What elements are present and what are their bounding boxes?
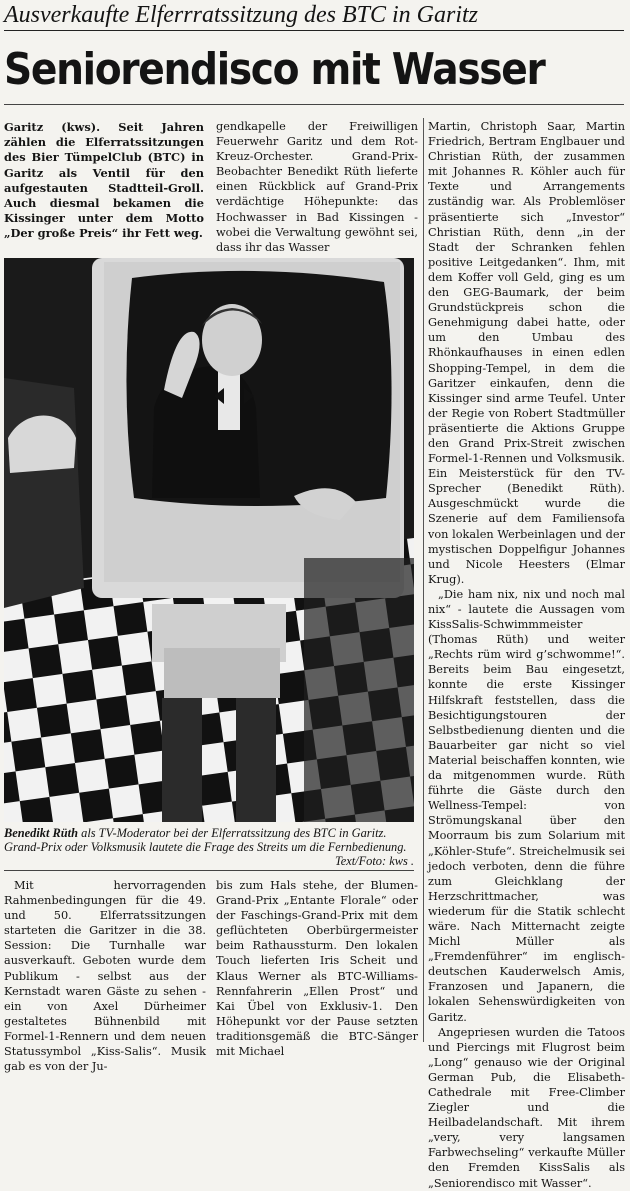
column-3-paragraph: Martin, Christoph Saar, Martin Friedrich, Bertram Englbauer und Christian Rüth, der zusammen mit Johannes R. Köhler auch für Texte und Arrangements zuständig war. Als Problemlöser präsentierte sich „Investor“ Christian Rüth, denn „in der Stadt der Schranken fehlen positive Leitgedanken“. Ihm, mit dem Koffer voll Geld, ging es um den GEG-Baumark, der beim Grundstückpreis schon die Genehmigung dabei hatte, oder um den Umbau des Rhönkaufhauses in einen edlen Shopping-Tempel, in dem die Garitzer einkaufen, denn die Kissinger sind arme Teufel. Unter der Regie von Robert Stadtmüller präsentierte die Aktions Gruppe den Grand Prix-Streit zwischen Formel-1-Rennen und Volksmusik. Ein Meisterstück für den TV-Sprecher (Benedikt Rüth). Ausgeschmückt wurde die Szenerie auf dem Familiensofa von lokalen Werbeinlagen und der mystischen Doppelfigur Johannes und Nicole Heesters (Elmar Krug). [428, 120, 626, 586]
article-kicker: Ausverkaufte Elferrratssitzung des BTC in Garitz [4, 0, 624, 31]
column-1-bottom-text: Mit hervorragenden Rahmenbedingungen für die 49. und 50. Elferratssitzungen starteten die Garitzer in die 38. Session: Die Turnhalle war ausverkauft. Geboten wurde dem Publikum - selbst aus der Kernstadt waren Gäste zu sehen - ein von Axel Dürheimer gestaltetes Bühnenbild mit Formel-1-Rennern und dem neuen Statussymbol „Kiss-Salis“. Musik gab es von der Ju- [4, 879, 206, 1074]
column-1-bottom [4, 878, 206, 1074]
column-3 [428, 119, 626, 1190]
photo-caption [4, 826, 414, 869]
photo-credit: Text/Foto: kws . [334, 854, 414, 869]
article-headline: Seniorendisco mit Wasser [4, 44, 545, 95]
column-2-top [216, 119, 418, 255]
article-lead: Garitz (kws). Seit Jahren zählen die Elferratssitzungen des Bier TümpelClub (BTC) in Garitz als Ventil für den aufgestauten Stadtteil-Groll. Auch diesmal bekamen die Kissinger unter dem Motto „Der große Preis“ ihr Fett weg. [4, 120, 204, 241]
caption-rule [4, 870, 414, 871]
tv-moderator-photo [4, 258, 414, 822]
column-2-bottom [216, 878, 418, 1059]
column-2-bottom-text: bis zum Hals stehe, der Blumen-Grand-Prix „Entante Florale“ oder der Faschings-Grand-Prix mit dem geflüchteten Oberbürgermeister beim Rathaussturm. Den lokalen Touch lieferten Iris Scheit und Klaus Werner als BTC-Williams-Rennfahrerin „Ellen Prost“ und Kai Übel von Exklusiv-1. Den Höhepunkt vor der Pause setzten traditionsgemäß die BTC-Sänger mit Michael [216, 879, 418, 1059]
column-2-top-text: gendkapelle der Freiwilligen Feuerwehr Garitz und dem Rot-Kreuz-Orchester. Grand-Prix-Beobachter Benedikt Rüth lieferte einen Rückblick auf Grand-Prix verdächtige Höhepunkte: das Hochwasser in Bad Kissingen - wobei die Verwaltung gewöhnt sei, dass ihr das Wasser [216, 120, 418, 254]
caption-text: als TV-Moderator bei der Elferratssitzung des BTC in Garitz. Grand-Prix oder Volksmusik lautete die Frage des Streits um die Fernbedienung. [4, 826, 407, 855]
caption-name: Benedikt Rüth [4, 826, 79, 840]
headline-rule [4, 104, 624, 105]
column-3-paragraph: Angepriesen wurden die Tatoos und Piercings mit Flugrost beim „Long“ genauso wie der Original German Pub, die Elisabeth-Cathedrale mit Free-Climber Ziegler und die Heilbadelandschaft. Mit ihrem „very, very langsamen Farbwechseling“ verkaufte Müller den Fremden KissSalis als „Seniorendisco mit Wasser“. [428, 1025, 625, 1190]
column-3-paragraph: „Die ham nix, nix und noch mal nix“ - lautete die Aussagen vom KissSalis-Schwimmmeister (Thomas Rüth) und weiter „Rechts rüm wird g’schwomme!“. Bereits beim Bau eingesetzt, konnte die erste Kissinger Hilfskraft feststellen, dass die Besichtigungstouren der Selbstbedienung dienten und die Bauarbeiter gar nicht so viel Material beischaffen konnten, wie da mitgenommen wurde. Rüth führte die Gäste durch den Wellness-Tempel: von Strömungskanal über den Moorraum bis zum Solarium mit „Köhler-Stufe“. Streichelmusik sei jedoch verboten, denn die führe zum Gleichklang der Herzschrittmacher, was wiederum für die Statik schlecht wäre. Nach Mitternacht zeigte Michl Müller als „Fremdenführer“ im englisch-deutschen Kauderwelsch Amis, Franzosen und Japanern, die lokalen Sehenswürdigkeiten von Garitz. [428, 587, 625, 1024]
column-divider [423, 118, 424, 1042]
article-photo [4, 258, 414, 822]
